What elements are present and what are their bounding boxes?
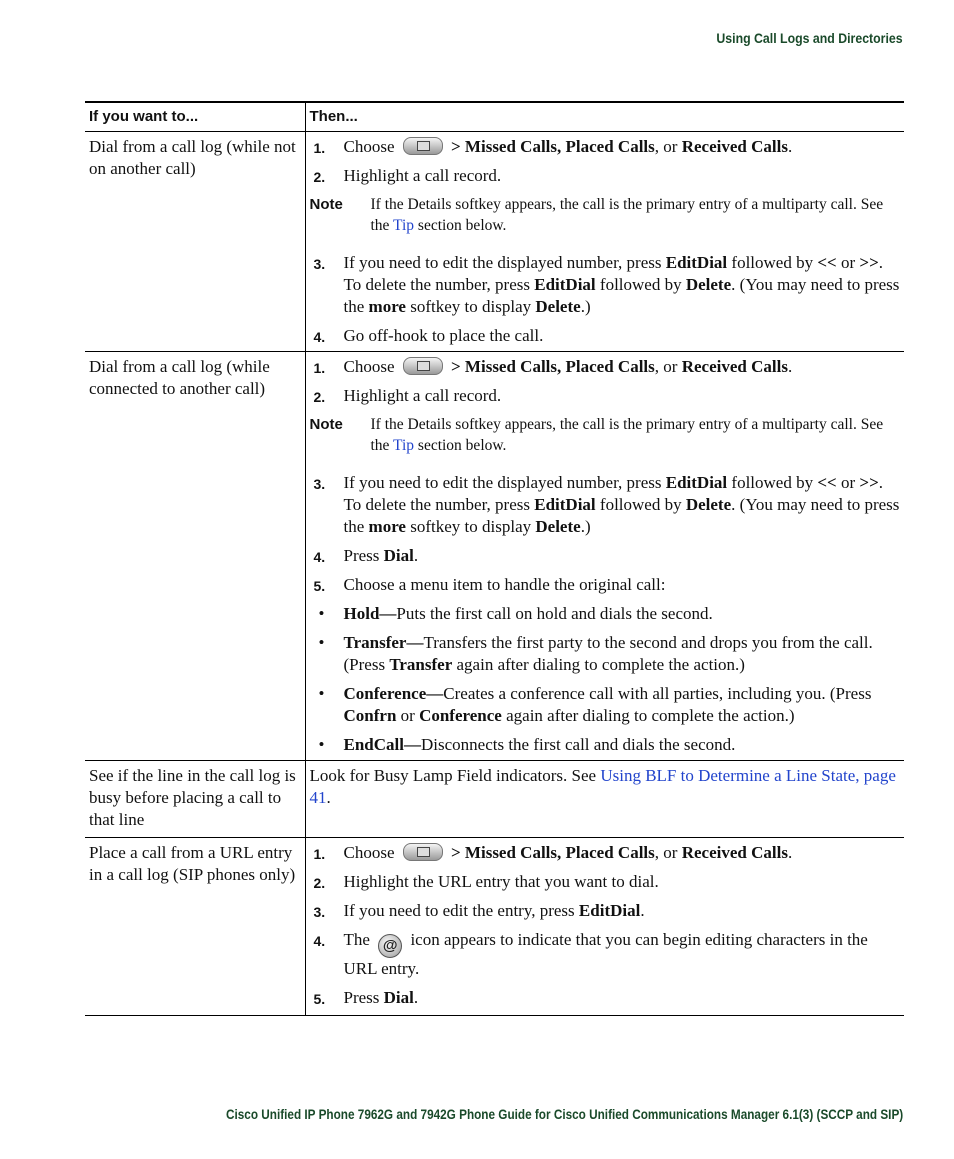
step-item: 2. Highlight a call record. [313, 386, 502, 405]
row-steps: Look for Busy Lamp Field indicators. See Using BLF to Determine a Line State, page 41. [305, 761, 904, 838]
table-row [85, 132, 904, 352]
note-block: Note If the Details softkey appears, the call is the primary entry of a multiparty call. See the Tip section below. [309, 196, 884, 234]
tip-link[interactable]: Tip [393, 437, 415, 454]
step-item: 2. Highlight a call record. [313, 166, 502, 185]
table-row [85, 838, 904, 1016]
note-block: Note If the Details softkey appears, the call is the primary entry of a multiparty call. See the Tip section below. [309, 416, 884, 454]
page-header: Using Call Logs and Directories [716, 30, 903, 46]
row-steps [305, 132, 904, 352]
list-item: • Transfer—Transfers the first party to the second and drops you from the call. (Press Transfer again after dialing to complete the action.) [318, 633, 873, 674]
step-item: 5. Choose a menu item to handle the original call: [313, 575, 666, 594]
column-header-want: If you want to... [85, 102, 305, 132]
step-item: 3. If you need to edit the displayed number, press EditDial followed by << or >>. To delete the number, press EditDial followed by Delete. (You may need to press the more softkey to display Delete.) [313, 473, 900, 536]
step-item: 5. Press Dial. [313, 988, 419, 1007]
page-footer: Cisco Unified IP Phone 7962G and 7942G Phone Guide for Cisco Unified Communications Manager 6.1(3) (SCCP and SIP) [225, 1106, 903, 1122]
tip-link[interactable]: Tip [393, 217, 415, 234]
column-header-then: Then... [305, 102, 904, 132]
step-item: 1. Choose > Missed Calls, Placed Calls, or Received Calls. [313, 137, 793, 156]
row-steps [305, 352, 904, 761]
row-condition: Dial from a call log (while connected to another call) [85, 352, 305, 761]
step-item: 1. Choose > Missed Calls, Placed Calls, or Received Calls. [313, 843, 793, 862]
row-condition: Dial from a call log (while not on another call) [85, 132, 305, 352]
call-log-table [85, 101, 904, 1016]
step-item: 4. Go off-hook to place the call. [313, 326, 544, 345]
row-condition: Place a call from a URL entry in a call log (SIP phones only) [85, 838, 305, 1016]
list-item: • Hold—Puts the first call on hold and dials the second. [318, 604, 713, 623]
row-steps [305, 838, 904, 1016]
directories-button-icon [403, 137, 443, 155]
directories-button-icon [403, 843, 443, 861]
step-item: 1. Choose > Missed Calls, Placed Calls, or Received Calls. [313, 357, 793, 376]
step-item: 4. The @ icon appears to indicate that you can begin editing characters in the URL entry. [313, 930, 868, 978]
row-condition: See if the line in the call log is busy before placing a call to that line [85, 761, 305, 838]
step-item: 2. Highlight the URL entry that you want to dial. [313, 872, 659, 891]
url-at-icon: @ [378, 934, 402, 958]
directories-button-icon [403, 357, 443, 375]
table-row [85, 352, 904, 761]
table-header-row [85, 102, 904, 132]
list-item: • EndCall—Disconnects the first call and dials the second. [318, 735, 736, 754]
table-row [85, 761, 904, 838]
step-item: 3. If you need to edit the displayed number, press EditDial followed by << or >>. To delete the number, press EditDial followed by Delete. (You may need to press the more softkey to display Delete.) [313, 253, 900, 316]
step-item: 3. If you need to edit the entry, press EditDial. [313, 901, 645, 920]
step-item: 4. Press Dial. [313, 546, 419, 565]
list-item: • Conference—Creates a conference call with all parties, including you. (Press Confrn or Conference again after dialing to complete the action.) [318, 684, 872, 725]
blf-link[interactable]: Using BLF to Determine a Line State, page 41 [309, 766, 896, 807]
